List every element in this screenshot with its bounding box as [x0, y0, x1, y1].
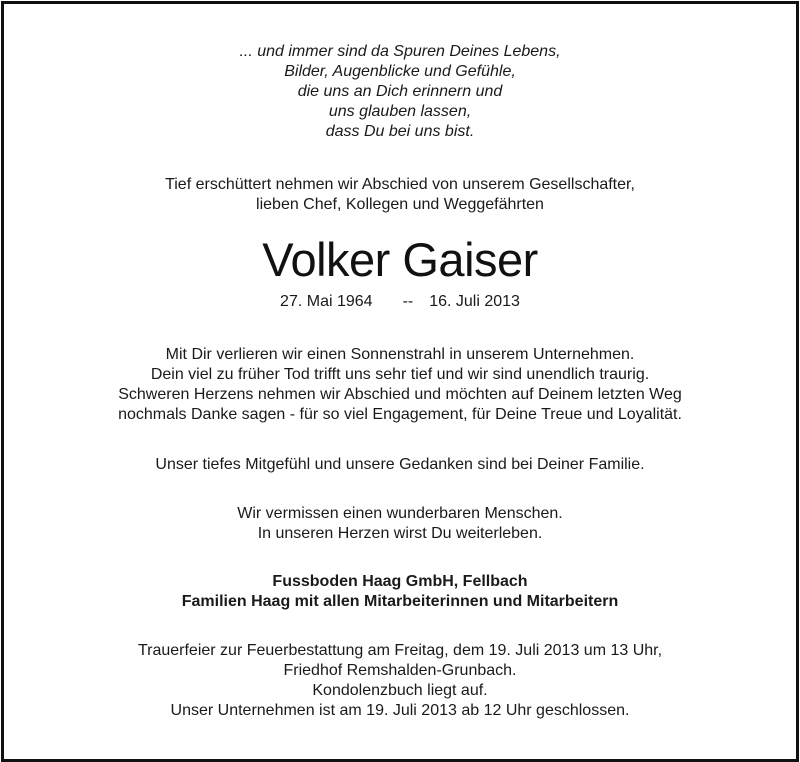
- company-name: Fussboden Haag GmbH, Fellbach: [272, 573, 528, 590]
- deceased-name: Volker Gaiser: [262, 233, 538, 286]
- funeral-line: Kondolenzbuch liegt auf.: [312, 682, 488, 699]
- motto-line: Bilder, Augenblicke und Gefühle,: [284, 63, 516, 80]
- intro-text: [4, 175, 796, 215]
- tribute-line: Mit Dir verlieren wir einen Sonnenstrahl in unserem Unternehmen.: [165, 346, 635, 363]
- remembrance-text: [4, 504, 796, 544]
- motto-line: dass Du bei uns bist.: [325, 123, 475, 140]
- funeral-line: Friedhof Remshalden-Grunbach.: [283, 662, 517, 679]
- remembrance-line: Wir vermissen einen wunderbaren Menschen.: [237, 505, 563, 522]
- funeral-line: Unser Unternehmen ist am 19. Juli 2013 ab 12 Uhr geschlossen.: [170, 702, 630, 719]
- funeral-details: [4, 641, 796, 721]
- death-date: 16. Juli 2013: [429, 293, 520, 310]
- birth-date: 27. Mai 1964: [280, 293, 373, 310]
- sympathy-text: Unser tiefes Mitgefühl und unsere Gedanken sind bei Deiner Familie.: [155, 456, 645, 473]
- tribute-line: Schweren Herzens nehmen wir Abschied und möchten auf Deinem letzten Weg: [118, 386, 682, 403]
- remembrance-line: In unseren Herzen wirst Du weiterleben.: [257, 525, 543, 542]
- tribute-line: Dein viel zu früher Tod trifft uns sehr tief und wir sind unendlich traurig.: [150, 366, 650, 383]
- tribute-paragraph: [4, 345, 796, 425]
- obituary-notice: [1, 1, 799, 762]
- date-separator: --: [402, 293, 414, 310]
- tribute-line: nochmals Danke sagen - für so viel Engagement, für Deine Treue und Loyalität.: [118, 406, 682, 423]
- signatories: [4, 572, 796, 612]
- motto-line: die uns an Dich erinnern und: [297, 83, 503, 100]
- motto-line: ... und immer sind da Spuren Deines Lebens,: [239, 43, 561, 60]
- motto-verse: [4, 42, 796, 142]
- intro-line: lieben Chef, Kollegen und Weggefährten: [256, 196, 544, 213]
- funeral-line: Trauerfeier zur Feuerbestattung am Freitag, dem 19. Juli 2013 um 13 Uhr,: [137, 642, 663, 659]
- family-signature: Familien Haag mit allen Mitarbeiterinnen und Mitarbeitern: [181, 593, 619, 610]
- intro-line: Tief erschüttert nehmen wir Abschied von unserem Gesellschafter,: [165, 176, 635, 193]
- motto-line: uns glauben lassen,: [328, 103, 472, 120]
- life-dates: [4, 292, 796, 312]
